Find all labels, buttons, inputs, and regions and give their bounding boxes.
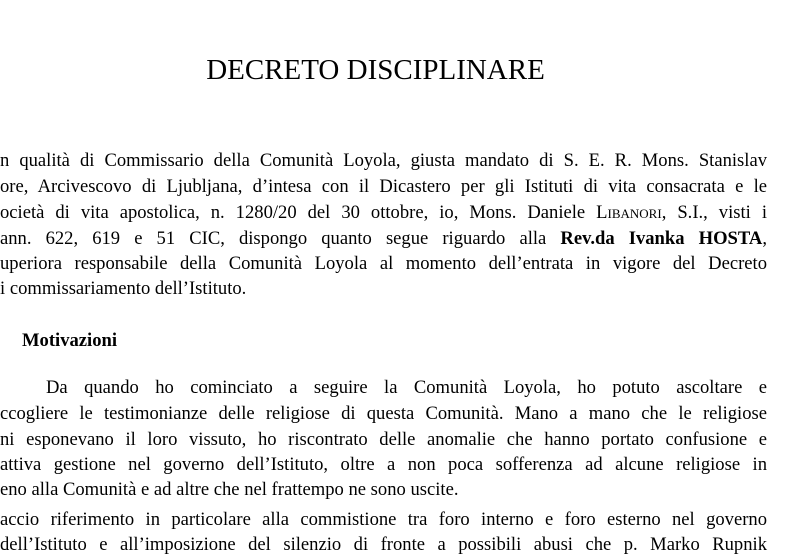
- paragraph-line: ni esponevano il loro vissuto, ho riscontrato delle anomalie che hanno portato confusione e: [0, 429, 767, 450]
- surname-smallcaps: Libanori: [596, 202, 662, 223]
- line-text: ann. 622, 619 e 51 CIC, dispongo quanto segue riguardo alla: [0, 228, 561, 249]
- paragraph-line: n qualità di Commissario della Comunità Loyola, giusta mandato di S. E. R. Mons. Stanislav: [0, 150, 767, 171]
- paragraph-line: Da quando ho cominciato a seguire la Comunità Loyola, ho potuto ascoltare e: [46, 377, 767, 398]
- paragraph-line: [0, 201, 767, 225]
- addressee-name: Rev.da Ivanka HOSTA: [560, 228, 763, 249]
- paragraph-line: ccogliere le testimonianze delle religiose di questa Comunità. Mano a mano che le religiose: [0, 403, 767, 424]
- line-text: , S.I., visti i: [661, 202, 767, 223]
- paragraph-line: i commissariamento dell’Istituto.: [0, 278, 247, 299]
- paragraph-line: uperiora responsabile della Comunità Loyola al momento dell’entrata in vigore del Decreto: [0, 253, 767, 274]
- paragraph-line: dell’Istituto e all’imposizione del silenzio di fronte a possibili abusi che p. Marko Rupnik: [0, 534, 767, 555]
- paragraph-line: attiva gestione nel governo dell’Istituto, oltre a non poca sofferenza ad alcune religiose in: [0, 454, 767, 475]
- paragraph-line: eno alla Comunità e ad altre che nel frattempo ne sono uscite.: [0, 479, 459, 500]
- line-text: ,: [762, 228, 767, 249]
- paragraph-line: ore, Arcivescovo di Ljubljana, d’intesa con il Dicastero per gli Istituti di vita consacrata e le: [0, 176, 767, 197]
- document-title: DECRETO DISCIPLINARE: [206, 54, 545, 86]
- paragraph-line: [0, 227, 767, 251]
- line-text: ocietà di vita apostolica, n. 1280/20 del 30 ottobre, io, Mons. Daniele: [0, 202, 597, 223]
- paragraph-line: accio riferimento in particolare alla commistione tra foro interno e foro esterno nel governo: [0, 509, 767, 530]
- section-heading: Motivazioni: [22, 330, 118, 351]
